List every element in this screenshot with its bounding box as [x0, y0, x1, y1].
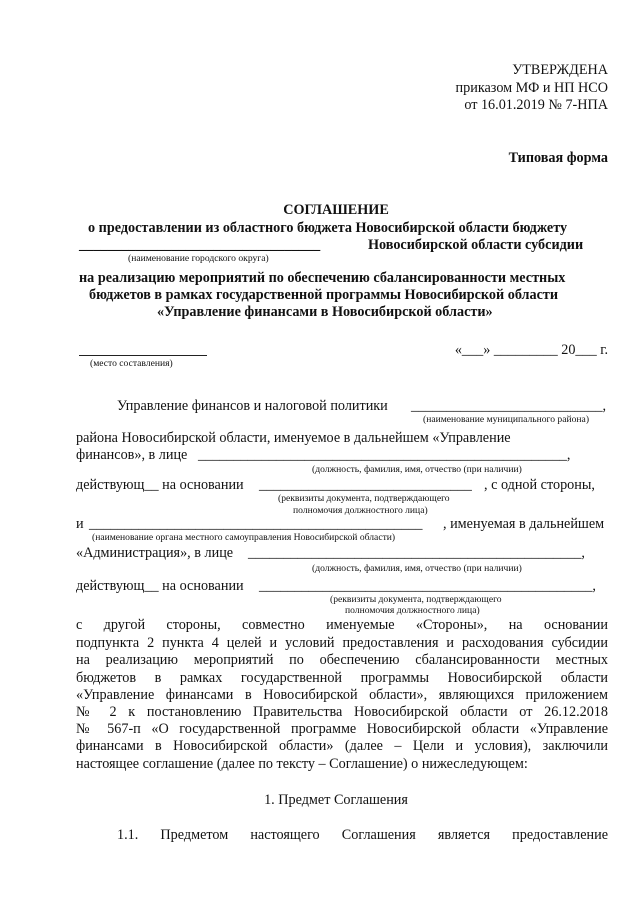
party3-text: финансов», в лице	[76, 447, 188, 463]
body-line-5: «Управление финансами в Новосибирской области», являющихся приложением	[76, 687, 608, 703]
approval-line-2: приказом МФ и НП НСО	[455, 80, 608, 96]
body-line-6: № 2 к постановлению Правительства Новосибирской области от 26.12.2018	[76, 704, 608, 720]
party1-blank: ___________________________,	[411, 398, 607, 414]
party3-hint: (должность, фамилия, имя, отчество (при наличии)	[312, 464, 522, 475]
party5-text: и	[76, 516, 84, 532]
party5-blank: _______________________________________________	[89, 516, 423, 532]
party4-hint-1: (реквизиты документа, подтверждающего	[278, 493, 450, 504]
body-line-8: финансами в Новосибирской области» (далее – Цели и условия), заключили	[76, 738, 608, 754]
party5-hint: (наименование органа местного самоуправления Новосибирской области)	[92, 532, 396, 543]
party6-text: «Администрация», в лице	[76, 545, 234, 561]
party2-text: района Новосибирской области, именуемое в дальнейшем «Управление	[76, 430, 511, 446]
body-line-2: подпункта 2 пункта 4 целей и условий предоставления и расходования субсидии	[76, 635, 608, 651]
body-line-4: бюджетов в рамках государственной программы Новосибирской области	[76, 670, 608, 686]
document-title: СОГЛАШЕНИЕ	[283, 202, 389, 218]
date-field: «___» _________ 20___ г.	[454, 342, 608, 358]
party7-blank: _______________________________________________,	[259, 578, 596, 594]
body-line-9: настоящее соглашение (далее по тексту – Соглашение) о нижеследующем:	[76, 756, 528, 772]
title-line-3: на реализацию мероприятий по обеспечению сбалансированности местных	[79, 270, 566, 286]
party7-text: действующ__ на основании	[76, 578, 244, 594]
party5-tail: , именуемая в дальнейшем	[443, 516, 605, 532]
title-line-4: бюджетов в рамках государственной программы Новосибирской области	[89, 287, 559, 303]
party6-blank: _______________________________________________,	[248, 545, 585, 561]
title-line-2-hint: (наименование городского округа)	[128, 253, 269, 264]
party7-hint-1: (реквизиты документа, подтверждающего	[330, 594, 502, 605]
title-line-2-blank: __________________________________	[79, 237, 321, 253]
section-1-heading: 1. Предмет Соглашения	[264, 792, 408, 808]
body-line-1: с другой стороны, совместно именуемые «Стороны», на основании	[76, 617, 608, 633]
party4-text: действующ__ на основании	[76, 477, 244, 493]
party6-hint: (должность, фамилия, имя, отчество (при наличии)	[312, 563, 522, 574]
party1-hint: (наименование муниципального района)	[423, 414, 590, 425]
form-type-label: Типовая форма	[508, 150, 608, 166]
title-line-5: «Управление финансами в Новосибирской области»	[157, 304, 493, 320]
approval-line-3: от 16.01.2019 № 7-НПА	[464, 97, 608, 113]
party1-text: Управление финансов и налоговой политики	[117, 398, 388, 414]
place-line	[79, 355, 207, 356]
title-line-1: о предоставлении из областного бюджета Новосибирской области бюджету	[88, 220, 568, 236]
clause-1-1: 1.1. Предметом настоящего Соглашения является предоставление	[117, 827, 608, 843]
place-hint: (место составления)	[90, 358, 173, 369]
party7-hint-2: полномочия должностного лица)	[345, 605, 480, 616]
party4-hint-2: полномочия должностного лица)	[293, 505, 428, 516]
body-line-7: № 567-п «О государственной программе Новосибирской области «Управление	[76, 721, 608, 737]
party4-tail: , с одной стороны,	[484, 477, 595, 493]
party4-blank: ______________________________	[259, 477, 472, 493]
approval-line-1: УТВЕРЖДЕНА	[512, 62, 608, 78]
body-line-3: на реализацию мероприятий по обеспечению сбалансированности местных	[76, 652, 608, 668]
title-line-2-text: Новосибирской области субсидии	[368, 237, 584, 253]
party3-blank: ____________________________________________________,	[198, 447, 571, 463]
